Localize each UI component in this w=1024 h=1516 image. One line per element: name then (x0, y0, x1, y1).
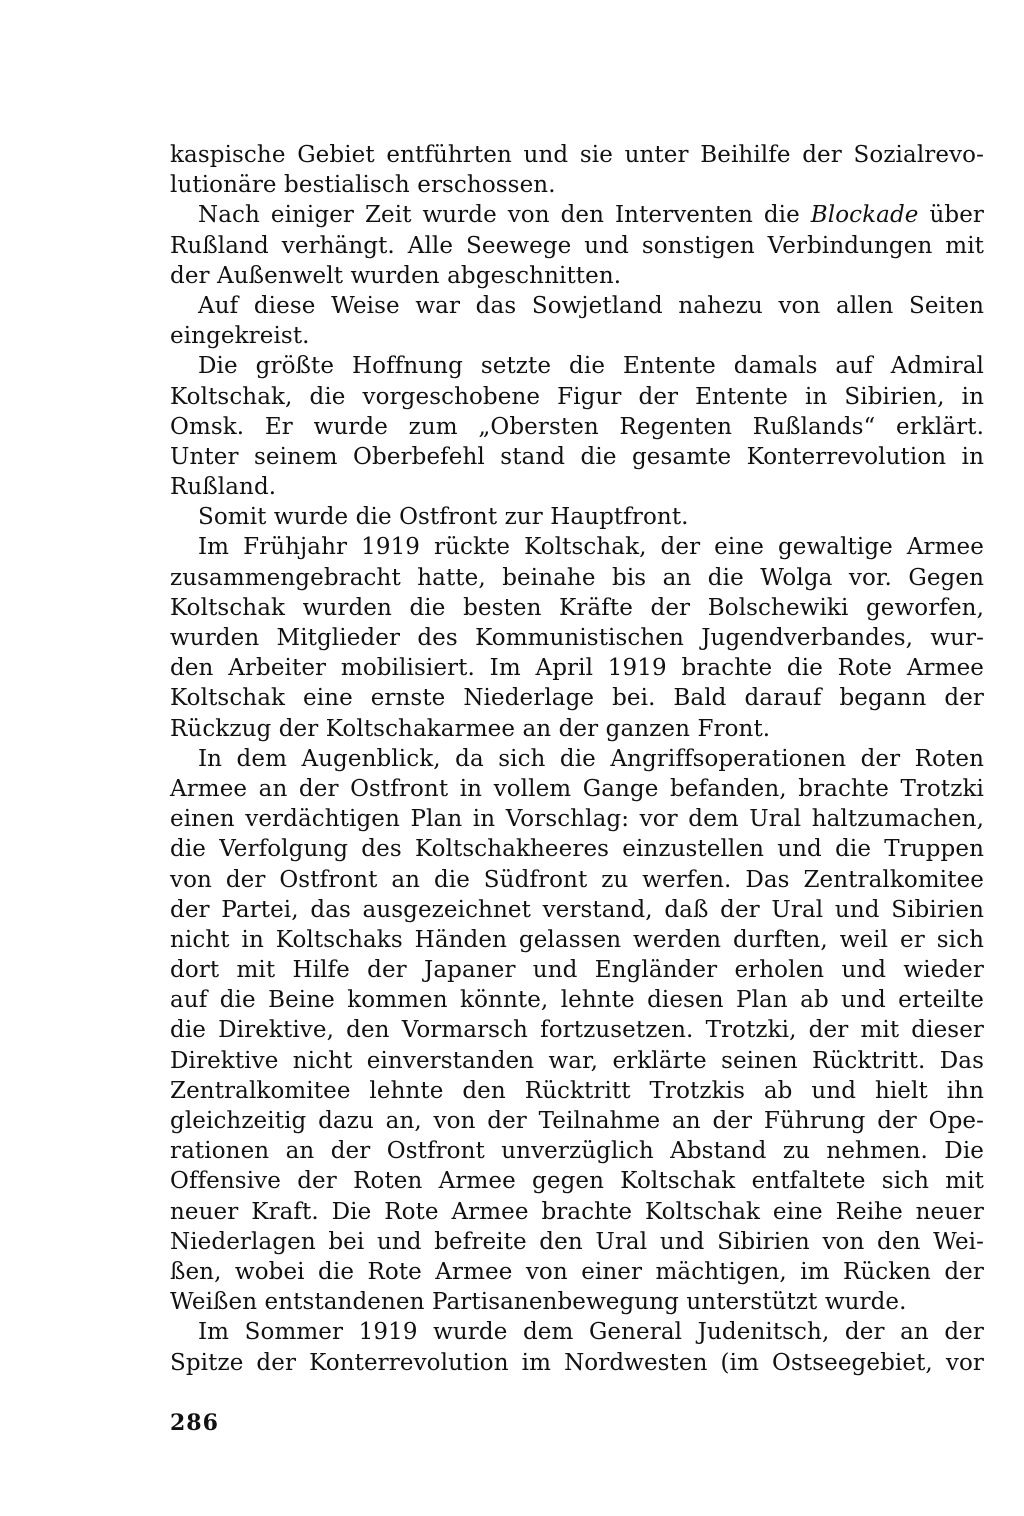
text-line: den Arbeiter mobilisiert. Im April 1919 brachte die Rote Armee (170, 655, 984, 682)
text-line: von der Ostfront an die Südfront zu werfen. Das Zentralkomitee (170, 866, 984, 893)
text-line: In dem Augenblick, da sich die Angriffsoperationen der Roten (198, 745, 984, 772)
text-line-part: über (918, 202, 984, 229)
text-line: kaspische Gebiet entführten und sie unter Beihilfe der Sozialrevo- (170, 142, 984, 168)
text-line: rationen an der Ostfront unverzüglich Abstand zu nehmen. Die (170, 1138, 984, 1165)
text-line: dort mit Hilfe der Japaner und Engländer erholen und wieder (170, 957, 984, 984)
text-line: Spitze der Konterrevolution im Nordwesten (im Ostseegebiet, vor (170, 1349, 984, 1376)
text-line: gleichzeitig dazu an, von der Teilnahme an der Führung der Ope- (170, 1108, 984, 1134)
text-line: Weißen entstandenen Partisanenbewegung unterstützt wurde. (170, 1289, 907, 1316)
italic-term: Blockade (810, 202, 919, 229)
text-line: zusammengebracht hatte, beinahe bis an die Wolga vor. Gegen (170, 564, 984, 591)
text-line: die Direktive, den Vormarsch fortzusetzen. Trotzki, der mit dieser (170, 1017, 984, 1044)
text-line: Rußland verhängt. Alle Seewege und sonstigen Verbindungen mit (170, 232, 984, 259)
text-line: ßen, wobei die Rote Armee von einer mächtigen, im Rücken der (170, 1258, 984, 1285)
text-line: lutionäre bestialisch erschossen. (170, 172, 556, 199)
text-line: einen verdächtigen Plan in Vorschlag: vor dem Ural haltzumachen, (170, 806, 984, 833)
text-line: nicht in Koltschaks Händen gelassen werden durften, weil er sich (170, 926, 984, 953)
text-line (170, 200, 984, 230)
text-line: Koltschak eine ernste Niederlage bei. Bald darauf begann der (170, 685, 984, 712)
text-line: Rußland. (170, 474, 277, 501)
text-line: der Partei, das ausgezeichnet verstand, daß der Ural und Sibirien (170, 896, 984, 923)
text-line: Koltschak wurden die besten Kräfte der Bolschewiki geworfen, (170, 594, 984, 621)
text-line: eingekreist. (170, 323, 310, 350)
text-line: Die größte Hoffnung setzte die Entente damals auf Admiral (198, 353, 984, 380)
text-line: neuer Kraft. Die Rote Armee brachte Koltschak eine Reihe neuer (170, 1198, 984, 1225)
text-line: Direktive nicht einverstanden war, erklärte seinen Rücktritt. Das (170, 1047, 984, 1074)
text-line: Zentralkomitee lehnte den Rücktritt Trotzkis ab und hielt ihn (170, 1077, 984, 1104)
page-number: 286 (170, 1410, 219, 1436)
text-line: Rückzug der Koltschakarmee an der ganzen Front. (170, 715, 771, 742)
text-line: Unter seinem Oberbefehl stand die gesamte Konterrevolution in (170, 443, 984, 470)
text-line: Offensive der Roten Armee gegen Koltschak entfaltete sich mit (170, 1168, 984, 1195)
text-line: wurden Mitglieder des Kommunistischen Jugendverbandes, wur- (170, 625, 984, 651)
text-line: Niederlagen bei und befreite den Ural und Sibirien von den Wei- (170, 1228, 984, 1255)
text-line: Somit wurde die Ostfront zur Hauptfront. (198, 504, 689, 531)
text-line: der Außenwelt wurden abgeschnitten. (170, 262, 622, 289)
text-line: Im Sommer 1919 wurde dem General Judenitsch, der an der (198, 1319, 984, 1346)
text-line: Im Frühjahr 1919 rückte Koltschak, der eine gewaltige Armee (198, 534, 984, 561)
text-line: Omsk. Er wurde zum „Obersten Regenten Rußlands“ erklärt. (170, 413, 984, 440)
text-line: die Verfolgung des Koltschakheeres einzustellen und die Truppen (170, 836, 984, 863)
text-line: Auf diese Weise war das Sowjetland nahezu von allen Seiten (198, 292, 984, 319)
text-line: Armee an der Ostfront in vollem Gange befanden, brachte Trotzki (170, 775, 984, 802)
text-line: Koltschak, die vorgeschobene Figur der Entente in Sibirien, in (170, 383, 984, 410)
body-text (170, 140, 984, 1378)
text-line-part: Nach einiger Zeit wurde von den Interventen die (198, 202, 811, 229)
book-page (170, 0, 984, 1516)
text-line: auf die Beine kommen könnte, lehnte diesen Plan ab und erteilte (170, 987, 984, 1014)
